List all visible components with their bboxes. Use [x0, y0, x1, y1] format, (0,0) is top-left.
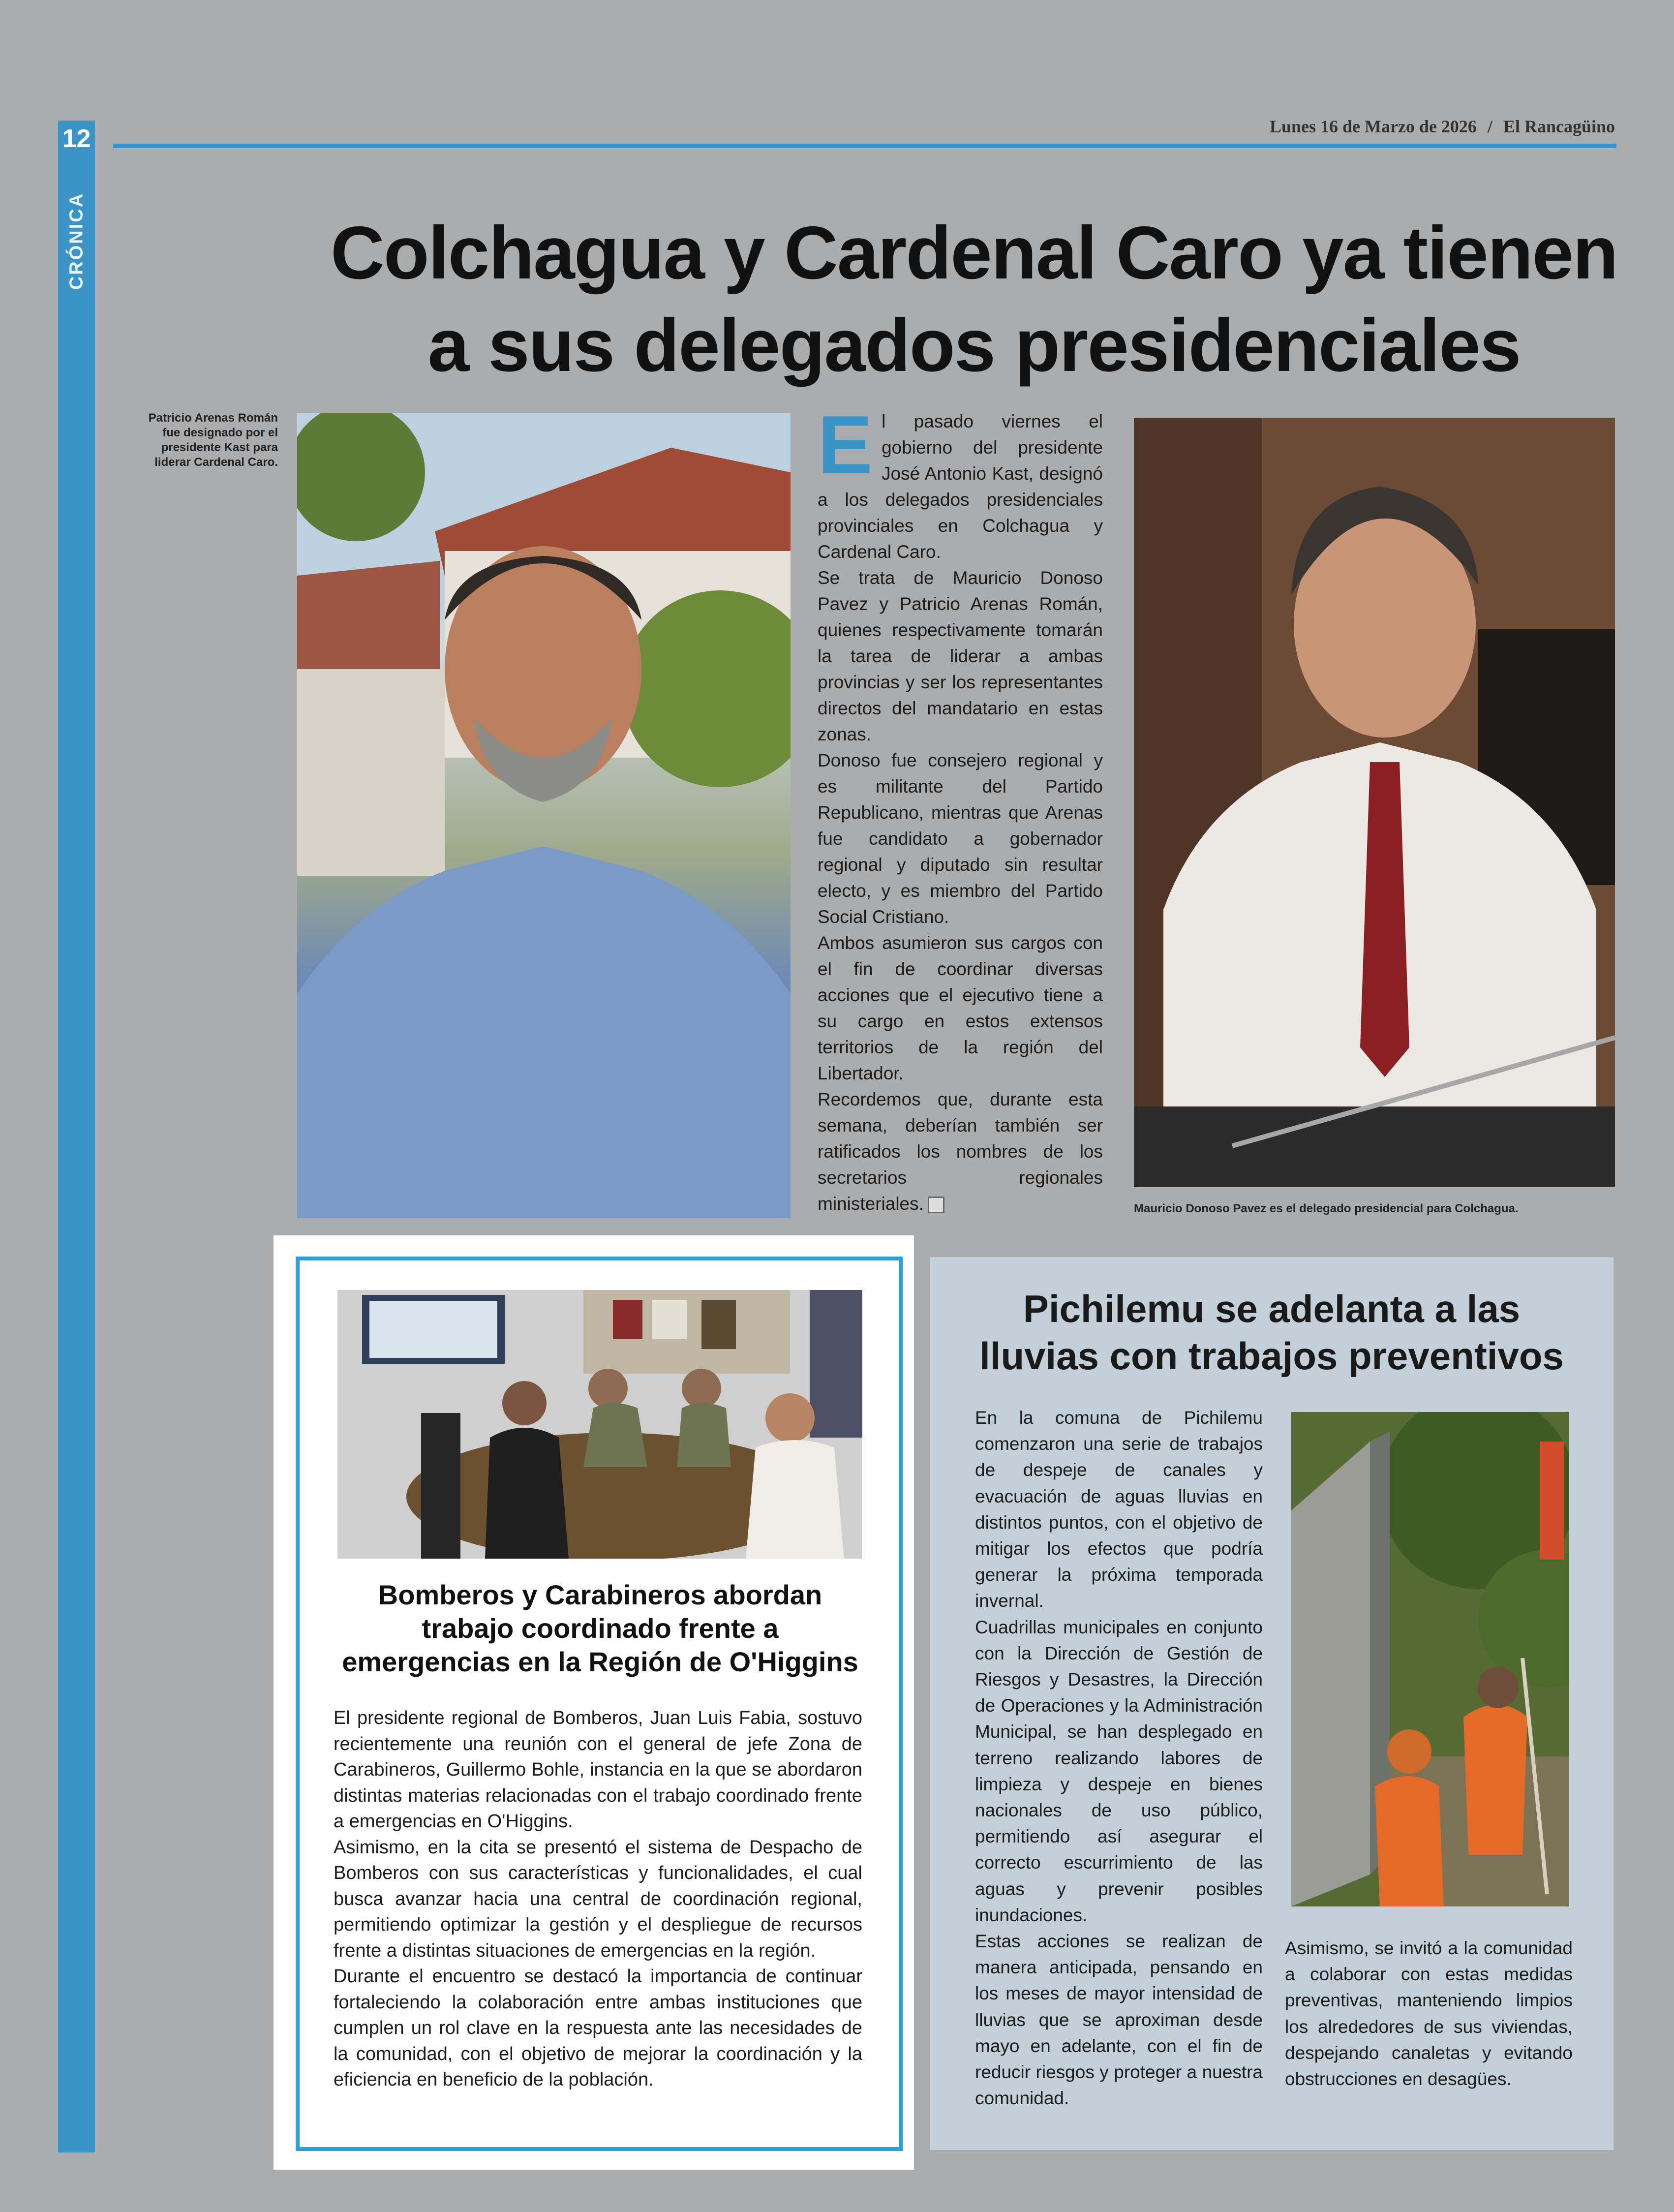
photo-left-caption: Patricio Arenas Román fue designado por el presidente Kast para liderar Cardenal Caro. [148, 411, 278, 469]
side-title-line-1: Pichilemu se adelanta a las [1023, 1287, 1521, 1330]
boxed-article-body [334, 1705, 862, 2093]
photo-mauricio-donoso [1134, 418, 1615, 1187]
main-paragraph-4: Ambos asumieron sus cargos con el fin de coordinar diversas acciones que el ejecutivo tiene a su cargo en estos extensos territorios de la región del Libertador. [818, 933, 1103, 1083]
page-number: 12 [62, 124, 91, 153]
side-title-line-2: lluvias con trabajos preventivos [979, 1334, 1564, 1378]
photo-workers [1291, 1412, 1569, 1906]
main-paragraph-2: Se trata de Mauricio Donoso Pavez y Patricio Arenas Román, quienes respectivamente tomarán la tarea de liderar a ambas provincias y ser los representantes directos del mandatario en estas zonas. [818, 568, 1103, 744]
side-article-column-1 [975, 1405, 1263, 2111]
headline-line-1: Colchagua y Cardenal Caro ya tienen [330, 211, 1618, 295]
boxed-paragraph-2: Asimismo, en la cita se presentó el sistema de Despacho de Bomberos con sus características y funcionalidades, el cual busca avanzar hacia una central de coordinación regional, permitiendo optimizar la gestión y el despliegue de recursos frente a distintas situaciones de emergencias en la región. [334, 1837, 862, 1961]
headline-line-2: a sus delegados presidenciales [427, 304, 1521, 387]
section-stripe [58, 121, 95, 2152]
main-headline [275, 207, 1673, 392]
main-paragraph-5 [818, 1086, 1103, 1217]
publication-name: El Rancagüino [1503, 117, 1615, 136]
issue-date: Lunes 16 de Marzo de 2026 [1269, 117, 1477, 136]
header-meta [1270, 116, 1615, 137]
photo-meeting [337, 1290, 862, 1559]
boxed-title-line-3: emergencias en la Región de O'Higgins [342, 1646, 858, 1677]
side-article-column-2 [1285, 1935, 1573, 2092]
boxed-paragraph-3: Durante el encuentro se destacó la importancia de continuar fortaleciendo la colaboración entre ambas instituciones que cumplen un rol clave en la respuesta ante las necesidades de la comunidad, con el objetivo de mejorar la coordinación y la eficiencia en beneficio de la población. [334, 1966, 862, 2090]
side-paragraph-2: Cuadrillas municipales en conjunto con la Dirección de Gestión de Riesgos y Desastres, la Dirección de Operaciones y la Administración Municipal, se han desplegado en terreno realizando labores de limpieza y despeje en bienes nacionales de uso público, permitiendo así asegurar el correcto escurrimiento de las aguas y prevenir posibles inundaciones. [975, 1617, 1263, 1925]
side-paragraph-1: En la comuna de Pichilemu comenzaron una serie de trabajos de despeje de canales y evacuación de aguas lluvias en distintos puntos, con el objetivo de mitigar los efectos que podría generar la próxima temporada invernal. [975, 1408, 1263, 1611]
boxed-title-line-1: Bomberos y Carabineros abordan [378, 1579, 822, 1610]
photo-patricio-arenas [297, 413, 791, 1218]
photo-right-caption: Mauricio Donoso Pavez es el delegado presidencial para Colchagua. [1134, 1202, 1519, 1215]
end-of-article-icon [928, 1197, 944, 1213]
boxed-article-title [305, 1578, 895, 1679]
side-paragraph-4: Asimismo, se invitó a la comunidad a colaborar con estas medidas preventivas, manteniendo limpios los alrededores de sus viviendas, despejando canaletas y evitando obstrucciones en desagües. [1285, 1938, 1573, 2089]
boxed-title-line-2: trabajo coordinado frente a [422, 1613, 779, 1644]
side-article-title [935, 1285, 1609, 1380]
header-separator: / [1487, 117, 1492, 136]
boxed-paragraph-1: El presidente regional de Bomberos, Juan Luis Fabia, sostuvo recientemente una reunión con el general de jefe Zona de Carabineros, Guillermo Bohle, instancia en la que se abordaron distintas materias relacionadas con el trabajo coordinado frente a emergencias en O'Higgins. [334, 1708, 862, 1832]
section-label [58, 167, 95, 315]
main-article-body [818, 399, 1103, 1217]
section-label-text: CRÓNICA [66, 192, 87, 290]
main-paragraph-1-text: l pasado viernes el gobierno del presidente José Antonio Kast, designó a los delegados presidenciales provinciales en Colchagua y Cardenal Caro. [818, 411, 1103, 562]
side-paragraph-3: Estas acciones se realizan de manera anticipada, pensando en los meses de mayor intensidad de lluvias que se aproximan desde mayo en adelante, con el fin de reducir riesgos y proteger a nuestra comunidad. [975, 1931, 1263, 2109]
main-paragraph-1 [818, 399, 1103, 565]
main-paragraph-5-text: Recordemos que, durante esta semana, deberían también ser ratificados los nombres de los secretarios regionales ministeriales. [818, 1089, 1103, 1214]
drop-cap: E [818, 399, 873, 491]
header-rule [113, 144, 1616, 148]
main-paragraph-3: Donoso fue consejero regional y es militante del Partido Republicano, mientras que Arenas fue candidato a gobernador regional y diputado sin resultar electo, y es miembro del Partido Social Cristiano. [818, 750, 1103, 927]
